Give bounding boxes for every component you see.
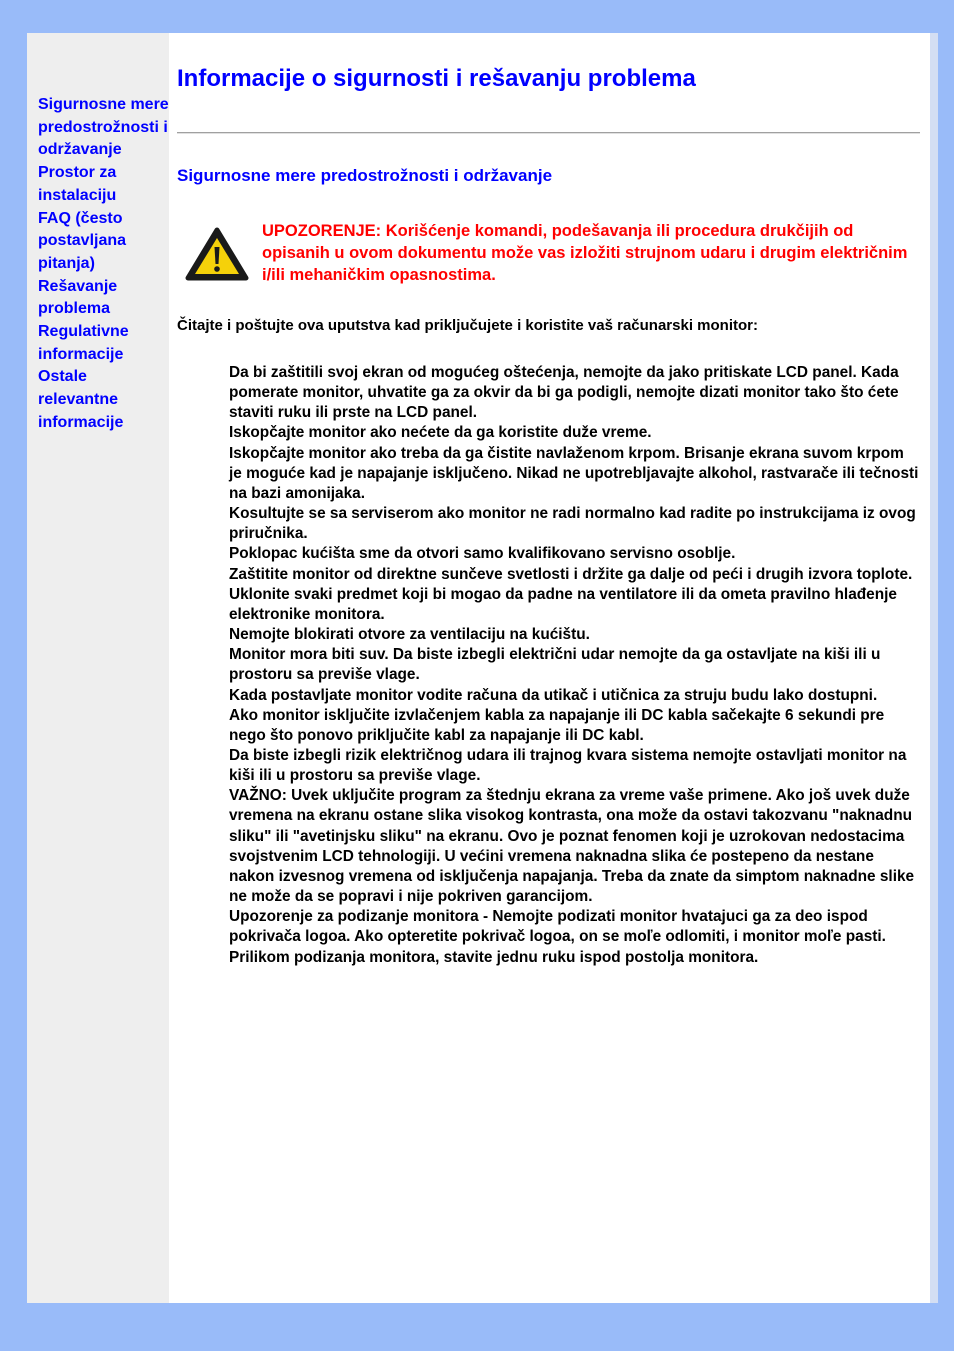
page-title: Informacije o sigurnosti i rešavanju problema (177, 65, 696, 92)
intro-text: Čitajte i poštujte ova uputstva kad priključujete i koristite vaš računarski monitor: (177, 317, 758, 334)
list-item: Da bi zaštitili svoj ekran od mogućeg oštećenja, nemojte da jako pritiskate LCD panel. Kada pomerate monitor, uhvatite ga za okvir da bi ga podigli, nemojte dizati monitor tako što ćete staviti ruku ili prste na LCD panel. (229, 364, 899, 422)
horizontal-divider (177, 132, 920, 134)
page-frame (27, 33, 938, 1303)
list-item: Iskopčajte monitor ako nećete da ga koristite duže vreme. (229, 424, 652, 442)
list-item: Nemojte blokirati otvore za ventilaciju na kućištu. (229, 626, 590, 644)
list-item: Zaštitite monitor od direktne sunčeve svetlosti i držite ga dalje od peći i drugih izvora toplote. (229, 565, 913, 583)
list-item: Kosultujte se sa serviserom ako monitor ne radi normalno kad radite po instrukcijama iz ovog priručnika. (229, 505, 916, 543)
list-item: Da biste izbegli rizik električnog udara ili trajnog kvara sistema nemojte ostavljati monitor na kiši ili u prostoru sa previše vlage. (229, 746, 907, 785)
warning-triangle-icon (185, 227, 249, 281)
nav-link-regulatory[interactable]: Regulativne informacije (38, 323, 129, 363)
nav-link-other-info[interactable]: Ostale relevantne informacije (38, 368, 124, 431)
list-item: VAŽNO: Uvek uključite program za štednju ekrana za vreme vaše primene. Ako još uvek duže vremena na ekranu ostane slika visokog kontrasta, ona može da ostavi takozvanu "naknadnu sliku" ili "avetinjsku sliku" na ekranu. Ovo je poznat fenomen koji je uzrokovan nedostacima svojstvenim LCD tehnologiji. U većini vremena naknadna slika će postepeno da nestane nakon izvesnog vremena od isključenja napajanja. Treba da znate da simptom naknadne slike ne može da se popravi i nije pokriven garancijom. (229, 787, 915, 906)
list-item: Uklonite svaki predmet koji bi mogao da padne na ventilatore ili da ometa pravilno hlađenje elektronike monitora. (229, 585, 897, 623)
list-item: Kada postavljate monitor vodite računa da utikač i utičnica za struju budu lako dostupni. (229, 686, 878, 704)
list-item: Upozorenje za podizanje monitora - Nemojte podizati monitor hvatajuci ga za deo ispod pokrivača logoa. Ako opteretite pokrivač logoa, on se moľe odlomiti, i monitor moľe pasti. Prilikom podizanja monitora, stavite jednu ruku ispod postolja monitora. (229, 908, 886, 966)
nav-link-faq[interactable]: FAQ (često postavljana pitanja) (38, 209, 127, 272)
sidebar-nav (38, 94, 169, 435)
warning-message: UPOZORENJE: Korišćenje komandi, podešavanja ili procedura drukčijih od opisanih u ovom dokumentu može vas izložiti strujnom udaru i drugim električnim i/ili mehaničkim opasnostima. (262, 222, 908, 284)
safety-instructions-list (229, 363, 919, 968)
list-item: Poklopac kućišta sme da otvori samo kvalifikovano servisno osoblje. (229, 545, 736, 563)
list-item: Ako monitor isključite izvlačenjem kabla za napajanje ili DC kabla sačekajte 6 sekundi pre nego što ponovo priključite kabl za napajanje ili DC kabl. (229, 706, 885, 744)
list-item: Monitor mora biti suv. Da biste izbegli električni udar nemojte da ga ostavljate na kiši ili u prostoru sa previše vlage. (229, 646, 881, 684)
list-item: Iskopčajte monitor ako treba da ga čistite navlaženom krpom. Brisanje ekrana suvom krpom je moguće kad je napajanje isključeno. Nikad ne upotrebljavajte alkohol, rastvarače ili tečnosti na bazi amonijaka. (229, 444, 919, 502)
nav-link-safety[interactable]: Sigurnosne mere predostrožnosti i održavanje (38, 96, 169, 159)
section-title: Sigurnosne mere predostrožnosti i održavanje (177, 166, 553, 185)
nav-link-installation[interactable]: Prostor za instalaciju (38, 164, 117, 204)
nav-link-troubleshooting[interactable]: Rešavanje problema (38, 277, 118, 318)
sidebar (27, 33, 169, 1303)
